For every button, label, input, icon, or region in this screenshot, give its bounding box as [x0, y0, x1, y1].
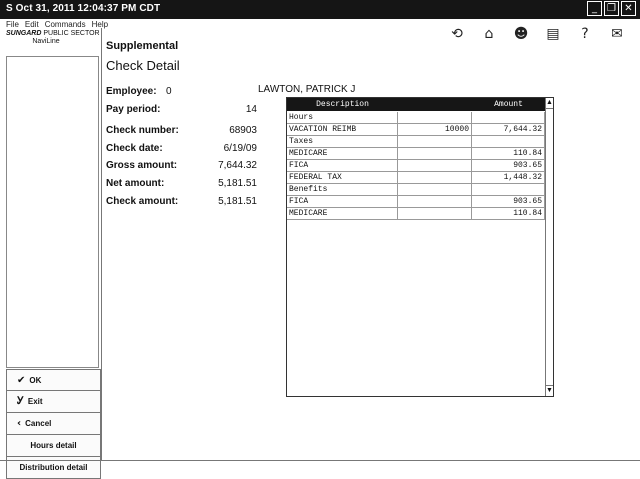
cell-amount: 903.65	[472, 196, 545, 208]
cell-description: FICA	[287, 160, 398, 172]
logo-line2: NaviLine	[32, 38, 60, 45]
field-label: Gross amount:	[106, 160, 178, 171]
cell-description: Benefits	[287, 184, 398, 196]
field-label: Check date:	[106, 143, 163, 154]
left-panel	[6, 28, 102, 472]
menu-file[interactable]: File	[6, 20, 19, 29]
ok-button[interactable]	[6, 369, 101, 391]
exit-button[interactable]	[6, 391, 101, 413]
cell-units	[398, 160, 472, 172]
field-value: 7,644.32	[218, 160, 257, 171]
cell-amount: 1,448.32	[472, 172, 545, 184]
cell-units	[398, 208, 472, 220]
table-scrollbar[interactable]	[545, 98, 553, 396]
cell-amount: 110.84	[472, 208, 545, 220]
employee-number: 0	[166, 86, 172, 97]
action-buttons	[6, 369, 101, 479]
scroll-down-icon[interactable]: ▼	[546, 387, 553, 394]
menu-help[interactable]: Help	[91, 20, 109, 29]
cancel-icon: ‹	[17, 418, 22, 429]
cell-description: VACATION REIMB	[287, 124, 398, 136]
cell-units	[398, 136, 472, 148]
help-icon[interactable]: ?	[581, 26, 589, 42]
field-label: Net amount:	[106, 178, 165, 189]
title-bar	[0, 0, 640, 19]
logo-line1: PUBLIC SECTOR	[43, 30, 100, 37]
column-header-description[interactable]: Description	[316, 100, 369, 109]
window-controls	[587, 1, 636, 16]
table-header	[287, 98, 545, 111]
cell-units	[398, 148, 472, 160]
cell-description: FEDERAL TAX	[287, 172, 398, 184]
section-heading: Supplemental	[106, 40, 179, 52]
field-label: Check number:	[106, 125, 179, 136]
cell-amount	[472, 184, 545, 196]
employee-name: LAWTON, PATRICK J	[258, 84, 356, 95]
exit-icon: Ꭹ	[17, 396, 24, 407]
cell-units: 10000	[398, 124, 472, 136]
toolbar	[448, 25, 626, 43]
print-icon[interactable]: ▤	[546, 26, 560, 42]
navigation-pane	[6, 56, 99, 368]
cell-units	[398, 196, 472, 208]
exit-label: Exit	[27, 397, 43, 406]
distribution-detail-label: Distribution detail	[19, 463, 88, 472]
close-button[interactable]: ✕	[621, 1, 636, 16]
field-value: 6/19/09	[223, 143, 257, 154]
cancel-label: Cancel	[25, 419, 52, 428]
hours-detail-label: Hours detail	[30, 441, 77, 450]
field-value: 5,181.51	[218, 178, 257, 189]
hours-detail-button[interactable]	[6, 435, 101, 457]
cell-description: FICA	[287, 196, 398, 208]
cell-units	[398, 112, 472, 124]
page-title: Check Detail	[106, 58, 180, 73]
home-icon[interactable]: ⌂	[484, 26, 494, 42]
mail-icon[interactable]: ✉	[611, 26, 623, 42]
cell-amount: 7,644.32	[472, 124, 545, 136]
cell-description: Taxes	[287, 136, 398, 148]
cell-amount	[472, 112, 545, 124]
scroll-up-icon[interactable]: ▲	[546, 98, 553, 109]
cell-description: MEDICARE	[287, 148, 398, 160]
menu-edit[interactable]: Edit	[24, 20, 39, 29]
window-title: S Oct 31, 2011 12:04:37 PM CDT	[6, 3, 161, 14]
cell-units	[398, 184, 472, 196]
cell-units	[398, 172, 472, 184]
status-divider	[0, 460, 640, 461]
logo-brand: SUNGARD	[6, 30, 42, 37]
check-icon: ✔	[17, 374, 26, 386]
back-icon[interactable]: ⟲	[451, 26, 463, 42]
minimize-button[interactable]: _	[587, 1, 602, 16]
cell-description: MEDICARE	[287, 208, 398, 220]
column-header-amount[interactable]: Amount	[494, 100, 523, 109]
user-icon[interactable]: ☻	[513, 26, 529, 42]
cell-amount	[472, 136, 545, 148]
field-value: 14	[245, 104, 257, 115]
cell-amount: 903.65	[472, 160, 545, 172]
field-label: Pay period:	[106, 104, 161, 115]
field-value: 68903	[229, 125, 257, 136]
ok-label: OK	[29, 375, 42, 385]
cancel-button[interactable]	[6, 413, 101, 435]
logo	[6, 30, 101, 46]
cell-amount: 110.84	[472, 148, 545, 160]
restore-button[interactable]: ❐	[604, 1, 619, 16]
field-value: 5,181.51	[218, 196, 257, 207]
cell-description: Hours	[287, 112, 398, 124]
employee-label: Employee:	[106, 86, 157, 97]
field-label: Check amount:	[106, 196, 179, 207]
detail-table	[286, 97, 554, 397]
menu-commands[interactable]: Commands	[44, 20, 86, 29]
